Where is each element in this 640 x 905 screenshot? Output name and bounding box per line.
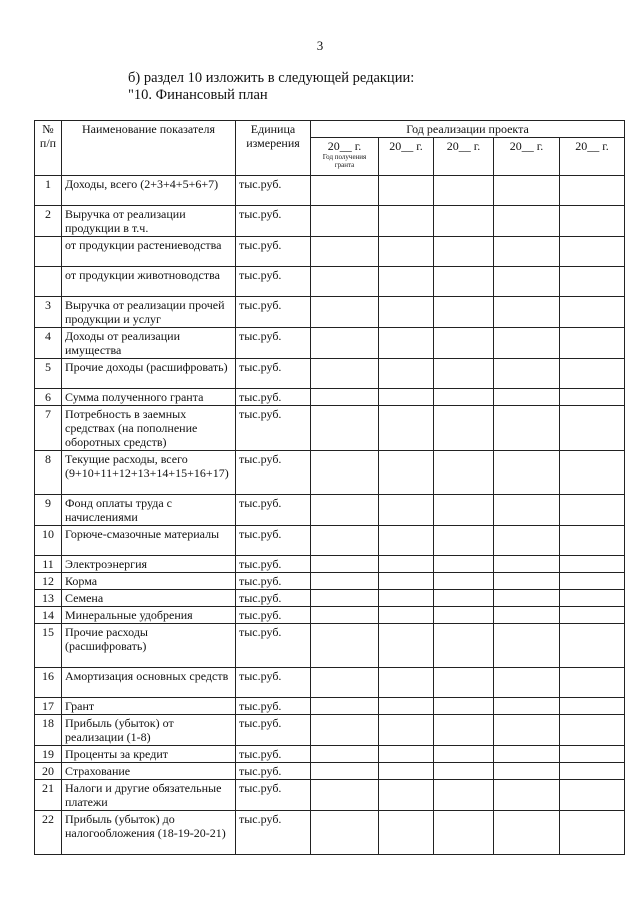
row-number: 2 — [35, 206, 62, 237]
year-value-cell — [379, 668, 434, 698]
year-value-cell — [311, 526, 379, 556]
unit-of-measure: тыс.руб. — [236, 237, 311, 267]
indicator-name: Страхование — [62, 763, 236, 780]
indicator-name: Доходы, всего (2+3+4+5+6+7) — [62, 176, 236, 206]
row-number: 8 — [35, 451, 62, 495]
table-row — [35, 176, 625, 206]
table-row — [35, 624, 625, 668]
year-value-cell — [311, 297, 379, 328]
year-value-cell — [494, 176, 560, 206]
indicator-name: Налоги и другие обязательные платежи — [62, 780, 236, 811]
unit-of-measure: тыс.руб. — [236, 267, 311, 297]
year-value-cell — [494, 359, 560, 389]
table-row — [35, 556, 625, 573]
unit-of-measure: тыс.руб. — [236, 668, 311, 698]
page-number: 3 — [316, 38, 324, 53]
year-value-cell — [311, 746, 379, 763]
year-value-cell — [494, 237, 560, 267]
financial-plan-table — [34, 120, 625, 855]
indicator-name: Проценты за кредит — [62, 746, 236, 763]
year-value-cell — [311, 715, 379, 746]
intro-text — [128, 70, 414, 104]
indicator-name: Прочие расходы (расшифровать) — [62, 624, 236, 668]
year-value-cell — [434, 267, 494, 297]
header-year-group: Год реализации проекта — [311, 121, 625, 138]
table-body — [35, 176, 625, 855]
year-value-cell — [560, 206, 625, 237]
header-name: Наименование показателя — [62, 121, 236, 176]
year-value-cell — [434, 328, 494, 359]
table-row — [35, 406, 625, 451]
row-number: 18 — [35, 715, 62, 746]
year-value-cell — [494, 297, 560, 328]
row-number: 22 — [35, 811, 62, 855]
row-number: 1 — [35, 176, 62, 206]
year-value-cell — [560, 556, 625, 573]
row-number: 15 — [35, 624, 62, 668]
year-value-cell — [311, 590, 379, 607]
year-value-cell — [434, 206, 494, 237]
header-year-3: 20__ г. — [434, 138, 494, 176]
unit-of-measure: тыс.руб. — [236, 359, 311, 389]
year-value-cell — [494, 406, 560, 451]
year-value-cell — [494, 811, 560, 855]
year-value-cell — [434, 389, 494, 406]
row-number: 17 — [35, 698, 62, 715]
year-value-cell — [560, 624, 625, 668]
year-value-cell — [311, 556, 379, 573]
indicator-name: Выручка от реализации продукции в т.ч. — [62, 206, 236, 237]
year-value-cell — [379, 590, 434, 607]
year-value-cell — [560, 746, 625, 763]
year-value-cell — [494, 746, 560, 763]
year-value-cell — [494, 607, 560, 624]
year-value-cell — [434, 780, 494, 811]
year-value-cell — [434, 573, 494, 590]
table-row — [35, 495, 625, 526]
year-value-cell — [379, 267, 434, 297]
year-value-cell — [560, 607, 625, 624]
year-value-cell — [379, 746, 434, 763]
year-value-cell — [311, 176, 379, 206]
year-value-cell — [311, 780, 379, 811]
year-value-cell — [434, 607, 494, 624]
year-value-cell — [379, 811, 434, 855]
year-value-cell — [434, 495, 494, 526]
year-value-cell — [379, 206, 434, 237]
indicator-name: Прибыль (убыток) до налогообложения (18-19-20-21) — [62, 811, 236, 855]
year-value-cell — [434, 526, 494, 556]
year-value-cell — [494, 624, 560, 668]
year-value-cell — [560, 359, 625, 389]
header-num: № п/п — [35, 121, 62, 176]
row-number: 5 — [35, 359, 62, 389]
unit-of-measure: тыс.руб. — [236, 526, 311, 556]
year-value-cell — [560, 763, 625, 780]
unit-of-measure: тыс.руб. — [236, 746, 311, 763]
year-value-cell — [560, 176, 625, 206]
year-value-cell — [379, 698, 434, 715]
header-year-1-note: Год получения гранта — [322, 153, 367, 169]
header-year-4: 20__ г. — [494, 138, 560, 176]
year-value-cell — [379, 389, 434, 406]
year-value-cell — [560, 590, 625, 607]
year-value-cell — [560, 389, 625, 406]
year-value-cell — [434, 556, 494, 573]
year-value-cell — [311, 451, 379, 495]
unit-of-measure: тыс.руб. — [236, 495, 311, 526]
year-value-cell — [494, 389, 560, 406]
unit-of-measure: тыс.руб. — [236, 176, 311, 206]
year-value-cell — [311, 698, 379, 715]
row-number: 14 — [35, 607, 62, 624]
year-value-cell — [560, 495, 625, 526]
indicator-name: Горюче-смазочные материалы — [62, 526, 236, 556]
year-value-cell — [379, 526, 434, 556]
year-value-cell — [434, 698, 494, 715]
year-value-cell — [494, 526, 560, 556]
unit-of-measure: тыс.руб. — [236, 451, 311, 495]
row-number — [35, 237, 62, 267]
year-value-cell — [379, 176, 434, 206]
unit-of-measure: тыс.руб. — [236, 624, 311, 668]
row-number: 20 — [35, 763, 62, 780]
table-row — [35, 206, 625, 237]
indicator-name: Минеральные удобрения — [62, 607, 236, 624]
year-value-cell — [379, 237, 434, 267]
year-value-cell — [379, 495, 434, 526]
table-row — [35, 573, 625, 590]
indicator-name: от продукции животноводства — [62, 267, 236, 297]
header-year-1-label: 20__ г. — [327, 139, 362, 153]
year-value-cell — [560, 297, 625, 328]
table-row — [35, 526, 625, 556]
row-number: 3 — [35, 297, 62, 328]
year-value-cell — [311, 624, 379, 668]
year-value-cell — [560, 698, 625, 715]
year-value-cell — [379, 573, 434, 590]
year-value-cell — [560, 668, 625, 698]
year-value-cell — [560, 328, 625, 359]
year-value-cell — [494, 556, 560, 573]
row-number: 19 — [35, 746, 62, 763]
year-value-cell — [560, 267, 625, 297]
unit-of-measure: тыс.руб. — [236, 698, 311, 715]
indicator-name: Семена — [62, 590, 236, 607]
indicator-name: Прибыль (убыток) от реализации (1-8) — [62, 715, 236, 746]
header-year-5: 20__ г. — [560, 138, 625, 176]
table-row — [35, 237, 625, 267]
table-row — [35, 328, 625, 359]
unit-of-measure: тыс.руб. — [236, 573, 311, 590]
table-row — [35, 389, 625, 406]
year-value-cell — [434, 590, 494, 607]
unit-of-measure: тыс.руб. — [236, 590, 311, 607]
year-value-cell — [311, 206, 379, 237]
unit-of-measure: тыс.руб. — [236, 389, 311, 406]
unit-of-measure: тыс.руб. — [236, 556, 311, 573]
year-value-cell — [434, 746, 494, 763]
indicator-name: Фонд оплаты труда с начислениями — [62, 495, 236, 526]
year-value-cell — [434, 624, 494, 668]
row-number: 7 — [35, 406, 62, 451]
year-value-cell — [560, 811, 625, 855]
year-value-cell — [560, 237, 625, 267]
year-value-cell — [434, 668, 494, 698]
indicator-name: Выручка от реализации прочей продукции и услуг — [62, 297, 236, 328]
year-value-cell — [494, 495, 560, 526]
unit-of-measure: тыс.руб. — [236, 780, 311, 811]
year-value-cell — [494, 698, 560, 715]
year-value-cell — [379, 624, 434, 668]
indicator-name: Прочие доходы (расшифровать) — [62, 359, 236, 389]
year-value-cell — [311, 668, 379, 698]
year-value-cell — [379, 780, 434, 811]
year-value-cell — [379, 297, 434, 328]
year-value-cell — [494, 573, 560, 590]
year-value-cell — [379, 763, 434, 780]
year-value-cell — [379, 406, 434, 451]
row-number: 10 — [35, 526, 62, 556]
year-value-cell — [560, 526, 625, 556]
table-row — [35, 451, 625, 495]
year-value-cell — [434, 763, 494, 780]
row-number: 4 — [35, 328, 62, 359]
table-row — [35, 359, 625, 389]
row-number: 9 — [35, 495, 62, 526]
table-row — [35, 590, 625, 607]
intro-line-2: "10. Финансовый план — [128, 87, 268, 103]
year-value-cell — [494, 267, 560, 297]
indicator-name: Корма — [62, 573, 236, 590]
year-value-cell — [434, 359, 494, 389]
unit-of-measure: тыс.руб. — [236, 763, 311, 780]
indicator-name: Текущие расходы, всего (9+10+11+12+13+14+15+16+17) — [62, 451, 236, 495]
year-value-cell — [379, 607, 434, 624]
year-value-cell — [434, 451, 494, 495]
table-row — [35, 607, 625, 624]
table-row — [35, 780, 625, 811]
row-number — [35, 267, 62, 297]
year-value-cell — [311, 573, 379, 590]
year-value-cell — [494, 451, 560, 495]
year-value-cell — [560, 573, 625, 590]
year-value-cell — [311, 495, 379, 526]
year-value-cell — [379, 451, 434, 495]
year-value-cell — [379, 715, 434, 746]
unit-of-measure: тыс.руб. — [236, 406, 311, 451]
year-value-cell — [560, 780, 625, 811]
year-value-cell — [311, 406, 379, 451]
unit-of-measure: тыс.руб. — [236, 607, 311, 624]
year-value-cell — [434, 176, 494, 206]
header-year-1 — [311, 138, 379, 176]
year-value-cell — [379, 556, 434, 573]
year-value-cell — [494, 763, 560, 780]
year-value-cell — [560, 715, 625, 746]
unit-of-measure: тыс.руб. — [236, 328, 311, 359]
row-number: 12 — [35, 573, 62, 590]
year-value-cell — [494, 590, 560, 607]
unit-of-measure: тыс.руб. — [236, 297, 311, 328]
table-row — [35, 698, 625, 715]
year-value-cell — [379, 359, 434, 389]
header-unit: Единица измерения — [236, 121, 311, 176]
year-value-cell — [311, 359, 379, 389]
table-row — [35, 746, 625, 763]
year-value-cell — [494, 328, 560, 359]
indicator-name: Доходы от реализации имущества — [62, 328, 236, 359]
year-value-cell — [434, 715, 494, 746]
indicator-name: от продукции растениеводства — [62, 237, 236, 267]
year-value-cell — [311, 237, 379, 267]
year-value-cell — [311, 389, 379, 406]
table-row — [35, 715, 625, 746]
year-value-cell — [434, 297, 494, 328]
year-value-cell — [379, 328, 434, 359]
indicator-name: Амортизация основных средств — [62, 668, 236, 698]
table-row — [35, 668, 625, 698]
header-year-2: 20__ г. — [379, 138, 434, 176]
indicator-name: Сумма полученного гранта — [62, 389, 236, 406]
indicator-name: Электроэнергия — [62, 556, 236, 573]
table-row — [35, 297, 625, 328]
indicator-name: Грант — [62, 698, 236, 715]
table-row — [35, 811, 625, 855]
year-value-cell — [311, 763, 379, 780]
year-value-cell — [311, 267, 379, 297]
row-number: 11 — [35, 556, 62, 573]
table-row — [35, 267, 625, 297]
row-number: 21 — [35, 780, 62, 811]
year-value-cell — [311, 811, 379, 855]
year-value-cell — [434, 811, 494, 855]
table-row — [35, 763, 625, 780]
year-value-cell — [311, 607, 379, 624]
row-number: 13 — [35, 590, 62, 607]
year-value-cell — [560, 451, 625, 495]
year-value-cell — [311, 328, 379, 359]
intro-line-1: б) раздел 10 изложить в следующей редакции: — [128, 70, 415, 86]
year-value-cell — [434, 406, 494, 451]
year-value-cell — [494, 206, 560, 237]
row-number: 16 — [35, 668, 62, 698]
year-value-cell — [494, 668, 560, 698]
unit-of-measure: тыс.руб. — [236, 811, 311, 855]
row-number: 6 — [35, 389, 62, 406]
unit-of-measure: тыс.руб. — [236, 206, 311, 237]
year-value-cell — [494, 715, 560, 746]
year-value-cell — [560, 406, 625, 451]
unit-of-measure: тыс.руб. — [236, 715, 311, 746]
indicator-name: Потребность в заемных средствах (на пополнение оборотных средств) — [62, 406, 236, 451]
year-value-cell — [434, 237, 494, 267]
year-value-cell — [494, 780, 560, 811]
